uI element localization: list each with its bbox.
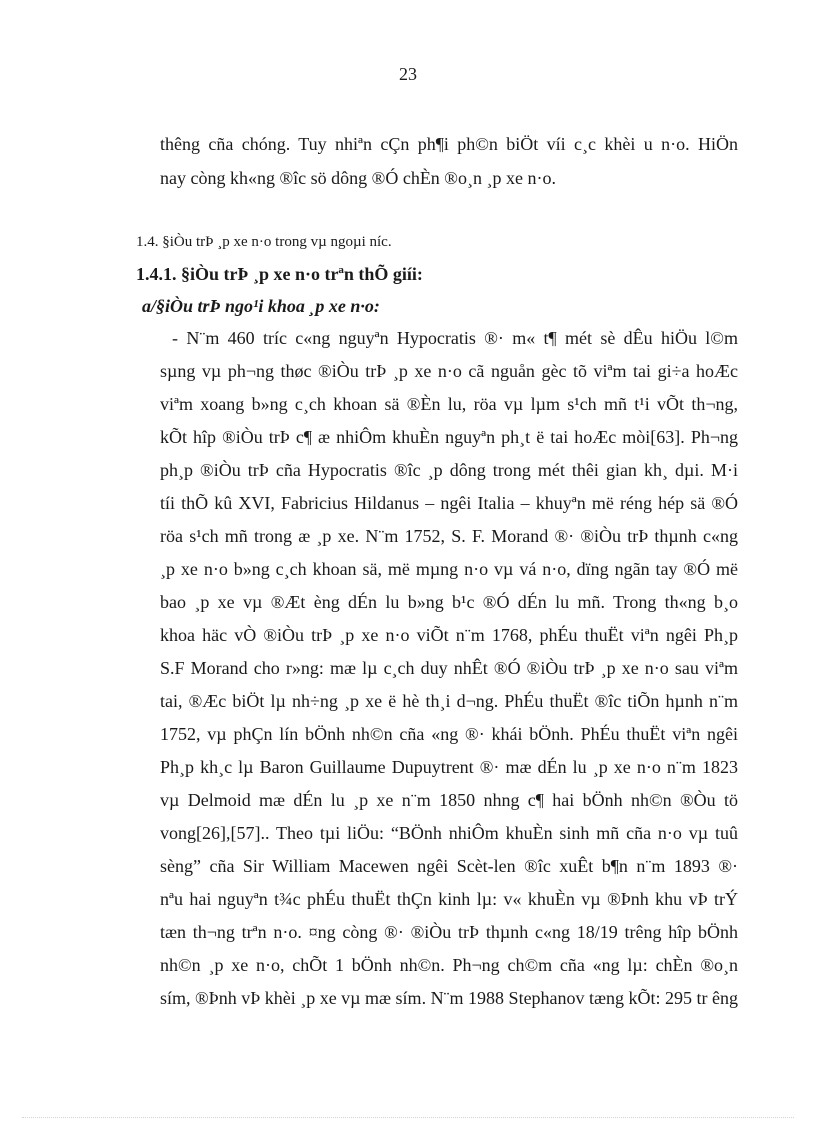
paragraph-line: nh©n ¸p xe n·o, chÕt 1 bÖnh nh©n. Ph¬ng ch©m cña «ng lµ: chÈn ®o¸n: [160, 955, 738, 975]
paragraph-line: ph¸p ®iÒu trÞ cña Hypocratis ®îc ¸p dông trong mét thêi gian kh¸ dµi. M·i: [160, 460, 738, 480]
page-number: 23: [399, 64, 417, 84]
section-heading-1-4: 1.4. §iÒu trÞ ¸p xe n·o trong vµ ngoµi níc.: [136, 234, 392, 250]
paragraph-line: röa s¹ch mñ trong æ ¸p xe. N¨m 1752, S. F. Morand ®· ®iÒu trÞ thµnh c«ng: [160, 526, 738, 546]
paragraph-line: tæn th¬ng trªn n·o. ¤ng còng ®· ®iÒu trÞ thµnh c«ng 18/19 trêng hîp bÖnh: [160, 922, 738, 942]
paragraph-line: tíi thÕ kû XVI, Fabricius Hildanus – ngêi Italia – khuyªn më réng hép sä ®Ó: [160, 493, 738, 513]
paragraph-line: sím, ®Þnh vÞ khèi ¸p xe vµ mæ sím. N¨m 1988 Stephanov tæng kÕt: 295 tr êng: [160, 988, 739, 1008]
paragraph-line: - N¨m 460 tríc c«ng nguyªn Hypocratis ®· m« t¶ mét sè dÊu hiÖu l©m: [172, 328, 738, 348]
paragraph-line: viªm xoang b»ng c¸ch khoan sä ®Èn lu, röa vµ lµm s¹ch mñ t¹i vÕt th¬ng,: [160, 394, 738, 414]
section-heading-1-4-1: 1.4.1. §iÒu trÞ ¸p xe n·o trªn thÕ giíi:: [136, 264, 423, 284]
paragraph-line: sµng vµ ph¬ng thøc ®iÒu trÞ ¸p xe n·o cã nguån gèc tõ viªm tai gi÷a hoÆc: [160, 361, 738, 381]
paragraph-line: sèng” cña Sir William Macewen ngêi Scèt-len ®îc xuÊt b¶n n¨m 1893 ®·: [160, 856, 738, 876]
paragraph-line: bao ¸p xe vµ ®Æt èng dÉn lu b»ng b¹c ®Ó dÉn lu mñ. Trong th«ng b¸o: [160, 592, 738, 612]
subsection-heading-a: a/§iÒu trÞ ngo¹i khoa ¸p xe n·o:: [142, 296, 380, 316]
paragraph-line: nay còng kh«ng ®îc sö dông ®Ó chÈn ®o¸n ¸p xe n·o.: [160, 168, 556, 188]
paragraph-line: kÕt hîp ®iÒu trÞ c¶ æ nhiÔm khuÈn nguyªn ph¸t ë tai hoÆc mòi[63]. Ph¬ng: [160, 427, 738, 447]
page-bottom-divider: [22, 1117, 794, 1118]
paragraph-line: thêng cña chóng. Tuy nhiªn cÇn ph¶i ph©n biÖt víi c¸c khèi u n·o. HiÖn: [160, 134, 738, 154]
paragraph-line: ¸p xe n·o b»ng c¸ch khoan sä, më mµng n·o vµ vá n·o, dïng ngãn tay ®Ó më: [160, 559, 738, 579]
paragraph-line: nªu hai nguyªn t¾c phÉu thuËt thÇn kinh lµ: v« khuÈn vµ ®Þnh khu vÞ trÝ: [160, 889, 738, 909]
paragraph-line: 1752, vµ phÇn lín bÖnh nh©n cña «ng ®· khái bÖnh. PhÉu thuËt viªn ngêi: [160, 724, 738, 744]
paragraph-line: khoa häc vÒ ®iÒu trÞ ¸p xe n·o viÕt n¨m 1768, phÉu thuËt viªn ngêi Ph¸p: [160, 625, 738, 645]
paragraph-line: tai, ®Æc biÖt lµ nh÷ng ¸p xe ë hè th¸i d¬ng. PhÉu thuËt ®îc tiÕn hµnh n¨m: [160, 691, 738, 711]
paragraph-line: S.F Morand cho r»ng: mæ lµ c¸ch duy nhÊt ®Ó ®iÒu trÞ ¸p xe n·o sau viªm: [160, 658, 738, 678]
paragraph-line: vµ Delmoid mæ dÉn lu ¸p xe n¨m 1850 nhng c¶ hai bÖnh nh©n ®Òu tö: [160, 790, 738, 810]
paragraph-line: Ph¸p kh¸c lµ Baron Guillaume Dupuytrent ®· mæ dÉn lu ¸p xe n·o n¨m 1823: [160, 757, 738, 777]
paragraph-line: vong[26],[57].. Theo tµi liÖu: “BÖnh nhiÔm khuÈn sinh mñ cña n·o vµ tuû: [160, 823, 738, 843]
